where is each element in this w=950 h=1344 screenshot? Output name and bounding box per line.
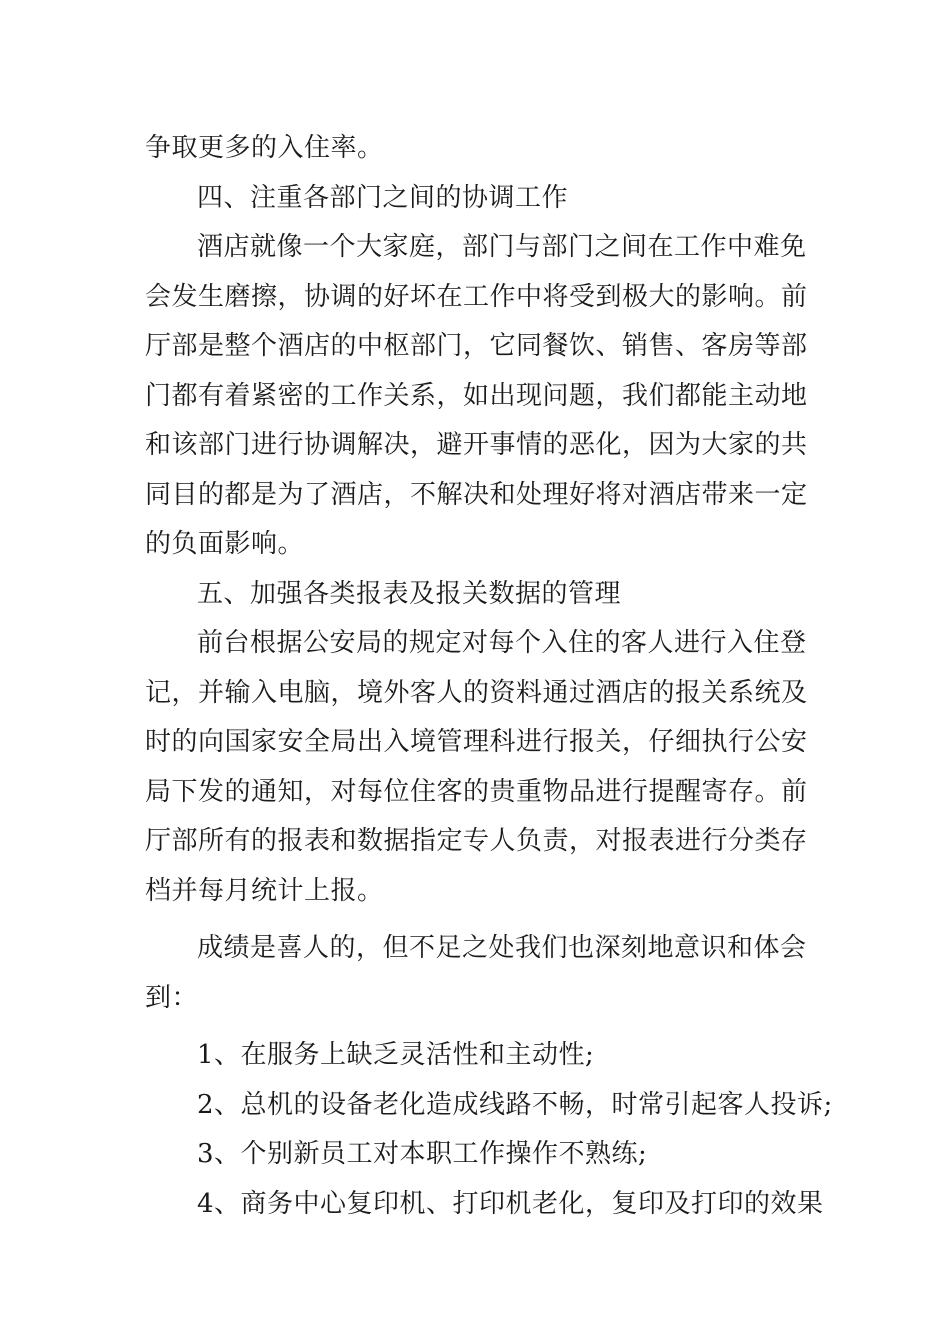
section-heading-4: 四、注重各部门之间的协调工作 <box>197 182 569 213</box>
paragraph-line: 时的向国家安全局出入境管理科进行报关，仔细执行公安 <box>145 727 808 757</box>
paragraph-line: 争取更多的入住率。 <box>145 133 384 163</box>
paragraph-line: 厅部是整个酒店的中枢部门，它同餐饮、销售、客房等部 <box>145 331 808 361</box>
document-body <box>145 124 833 1229</box>
paragraph-line: 到： <box>145 982 199 1013</box>
paragraph-line: 酒店就像一个大家庭，部门与部门之间在工作中难免 <box>197 232 807 262</box>
section-heading-5: 五、加强各类报表及报关数据的管理 <box>197 578 622 609</box>
paragraph-line: 记，并输入电脑，境外客人的资料通过酒店的报关系统及 <box>145 677 808 708</box>
paragraph-line: 成绩是喜人的，但不足之处我们也深刻地意识和体会 <box>197 933 807 963</box>
paragraph-line: 会发生磨擦，协调的好坏在工作中将受到极大的影响。前 <box>145 281 808 312</box>
list-item: 3、个别新员工对本职工作操作不熟练; <box>197 1139 648 1169</box>
paragraph-line: 的负面影响。 <box>145 529 305 559</box>
list-item: 2、总机的设备老化造成线路不畅，时常引起客人投诉; <box>197 1089 833 1120</box>
list-item: 1、在服务上缺乏灵活性和主动性; <box>197 1040 595 1070</box>
paragraph-line: 同目的都是为了酒店，不解决和处理好将对酒店带来一定 <box>145 479 808 510</box>
paragraph-line: 和该部门进行协调解决，避开事情的恶化，因为大家的共 <box>145 430 808 460</box>
paragraph-line: 前台根据公安局的规定对每个入住的客人进行入住登 <box>197 628 807 658</box>
paragraph-line: 档并每月统计上报。 <box>145 875 384 906</box>
paragraph-line: 门都有着紧密的工作关系，如出现问题，我们都能主动地 <box>145 380 808 411</box>
paragraph-line: 局下发的通知，对每位住客的贵重物品进行提醒寄存。前 <box>145 776 808 807</box>
list-item: 4、商务中心复印机、打印机老化，复印及打印的效果 <box>197 1188 824 1219</box>
paragraph-line: 厅部所有的报表和数据指定专人负责，对报表进行分类存 <box>145 826 808 856</box>
